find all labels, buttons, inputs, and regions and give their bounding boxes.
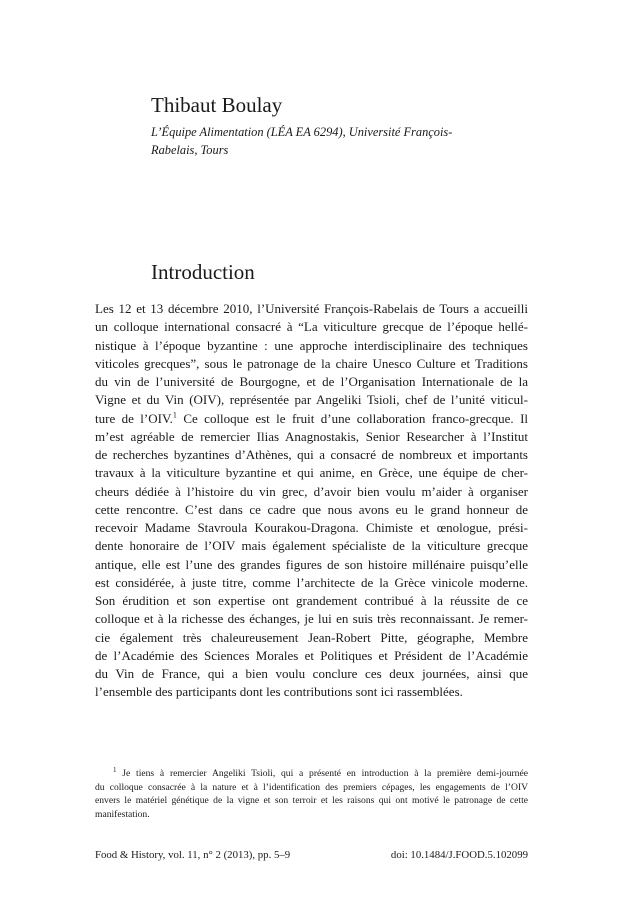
body-line: Vigne et du Vin (OIV), représentée par Angeliki Tsioli, chef de l’unité viticul- <box>95 392 528 408</box>
body-line-rest: Ce colloque est le fruit d’une collaboration franco-grecque. Il <box>176 410 529 426</box>
body-line: un colloque international consacré à “La viticulture grecque de l’époque hellé- <box>95 319 528 335</box>
body-line: Son érudition et son expertise ont grandement contribué à la réussite de ce <box>95 593 528 608</box>
body-line: recevoir Madame Stavroula Kourakou-Dragona. Chimiste et œnologue, prési- <box>95 520 528 535</box>
body-line: cie également très chaleureusement Jean-Robert Pitte, géographe, Membre <box>95 629 528 645</box>
footnote-line: manifestation. <box>95 808 150 820</box>
body-line: antique, elle est l’une des grandes figures de son histoire millénaire puisqu’elle <box>95 556 528 572</box>
body-line: de l’Académie des Sciences Morales et Politiques et Président de l’Académie <box>95 647 528 663</box>
body-line <box>95 410 528 428</box>
footnote-line: envers le matériel génétique de la vigne et son terroir et les raisons qui ont motivé le patronage de cette <box>95 795 528 806</box>
body-line: l’ensemble des participants dont les contributions sont ici rassemblées. <box>95 684 463 700</box>
body-line: nistique à l’époque byzantine : une approche interdisciplinaire des techniques <box>95 337 528 353</box>
body-line: du Vin de France, qui a bien voulu conclure ces deux journées, ainsi que <box>95 666 528 681</box>
journal-citation: Food & History, vol. 11, n° 2 (2013), pp. 5–9 <box>95 849 291 861</box>
body-paragraph <box>95 300 528 702</box>
body-line: travaux à la viticulture byzantine et qui anime, en Grèce, une équipe de cher- <box>95 465 528 481</box>
body-line: dente honoraire de l’OIV mais également spécialiste de la viticulture grecque <box>95 538 528 554</box>
footnote <box>95 767 528 821</box>
affiliation-line: Rabelais, Tours <box>151 142 229 157</box>
body-line: cette rencontre. C’est dans ce cadre que nous avons eu le grand honneur de <box>95 501 528 517</box>
body-line: colloque et à la richesse des échanges, je lui en suis très reconnaissant. Je remer- <box>95 611 528 627</box>
doi-link[interactable]: doi: 10.1484/J.FOOD.5.102099 <box>390 849 528 861</box>
footnote-ref[interactable]: 1 <box>172 410 177 420</box>
footnote-line: du colloque consacrée à la nature et à l’identification des premiers cépages, les engagements de l’OIV <box>95 781 528 793</box>
author-name: Thibaut Boulay <box>151 93 283 117</box>
body-line: Les 12 et 13 décembre 2010, l’Université François-Rabelais de Tours a accueilli <box>95 301 528 316</box>
author-affiliation <box>151 124 511 159</box>
footnote-text: Je tiens à remercier Angeliki Tsioli, qui a présenté en introduction à la première demi-journée <box>122 768 528 779</box>
footnote-marker: 1 <box>113 765 117 774</box>
body-line-start: ture de l’OIV. <box>95 410 173 426</box>
body-line: de recherches byzantines d’Athènes, qui a consacré de nombreux et importants <box>95 447 528 462</box>
body-line: m’est agréable de remercier Ilias Anagnostakis, Senior Researcher à l’Institut <box>95 428 528 444</box>
section-title: Introduction <box>151 260 255 284</box>
footnote-line <box>95 767 528 781</box>
body-line: viticoles grecques”, sous le patronage de la chaire Unesco Culture et Traditions <box>95 355 528 371</box>
body-line: du vin de l’université de Bourgogne, et de l’Organisation Internationale de la <box>95 374 528 389</box>
body-line: cheurs dédiée à l’histoire du vin grec, d’avoir bien voulu m’aider à organiser <box>95 483 528 499</box>
affiliation-line: L’Équipe Alimentation (LÉA EA 6294), Université François- <box>151 125 453 139</box>
body-line: est considérée, à juste titre, comme l’architecte de la Grèce vinicole moderne. <box>95 574 528 590</box>
